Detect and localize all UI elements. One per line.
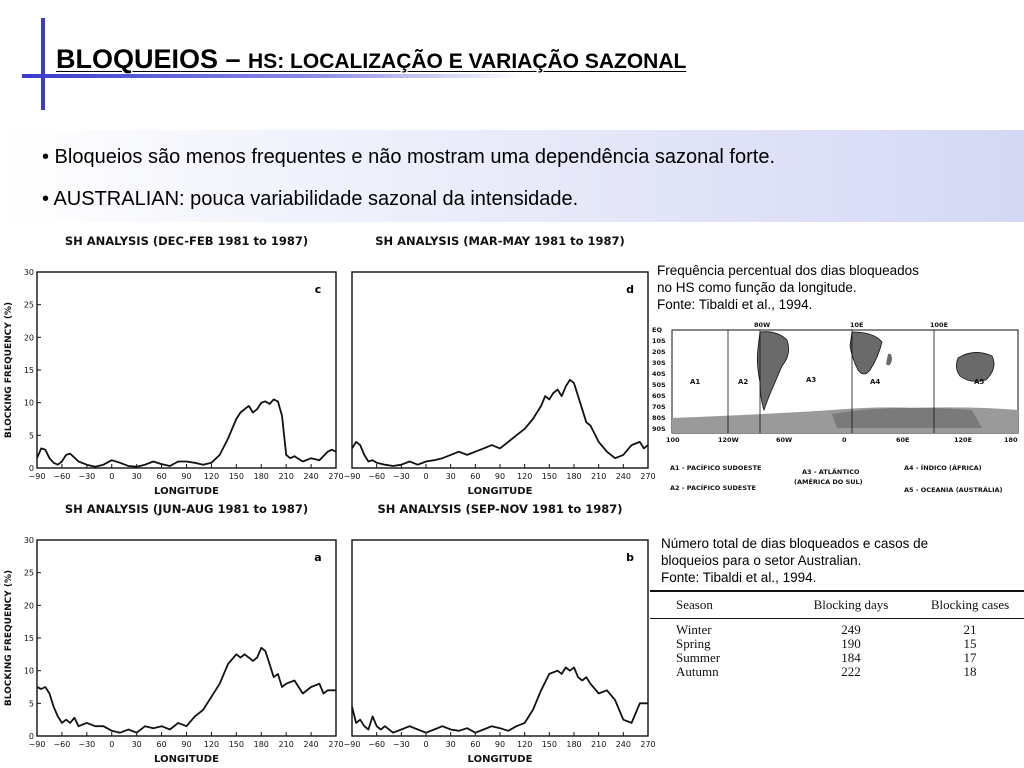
- x-tick-label: 180: [566, 472, 582, 481]
- x-tick-label: 120: [517, 472, 533, 481]
- table-cell: 190: [841, 636, 861, 651]
- y-tick-label: 10: [23, 666, 34, 676]
- map-lon-label: 180: [1004, 436, 1018, 444]
- x-tick-label: 150: [541, 472, 557, 481]
- series-line: [352, 380, 648, 466]
- x-tick-label: −30: [392, 472, 410, 481]
- x-tick-label: 240: [615, 740, 631, 749]
- x-tick-label: 180: [253, 472, 269, 481]
- chart-title: SH ANALYSIS (JUN-AUG 1981 to 1987): [64, 502, 309, 516]
- bullet-2: • AUSTRALIAN: pouca variabilidade sazonal da intensidade.: [42, 188, 579, 210]
- chart-title: SH ANALYSIS (MAR-MAY 1981 to 1987): [375, 234, 625, 248]
- map-lon-label: 60E: [896, 436, 910, 444]
- map-lon-label: 100: [666, 436, 680, 444]
- line-chart: [0, 228, 345, 498]
- x-tick-label: 120: [517, 740, 533, 749]
- x-tick-label: −30: [78, 472, 96, 481]
- x-tick-label: 180: [253, 740, 269, 749]
- x-tick-label: 90: [494, 472, 506, 481]
- plot-frame: [37, 540, 336, 736]
- x-axis-label: LONGITUDE: [154, 754, 219, 765]
- x-axis-label: LONGITUDE: [154, 486, 219, 497]
- x-tick-label: −60: [368, 472, 386, 481]
- map-top-label: 100E: [930, 321, 949, 329]
- x-tick-label: −90: [28, 472, 46, 481]
- x-tick-label: 30: [131, 472, 142, 481]
- x-tick-label: 210: [278, 472, 294, 481]
- map-caption-line: Fonte: Tibaldi et al., 1994.: [657, 297, 813, 312]
- x-tick-label: 150: [541, 740, 557, 749]
- series-line: [352, 667, 648, 732]
- x-tick-label: 150: [228, 740, 244, 749]
- table-cell: 17: [963, 650, 977, 665]
- x-tick-label: 210: [591, 472, 607, 481]
- map-caption: [657, 262, 1003, 313]
- map-lat-label: 60S: [652, 392, 666, 400]
- y-tick-label: 10: [23, 398, 34, 408]
- map-lat-label: 30S: [652, 359, 666, 367]
- table-caption-line: Fonte: Tibaldi et al., 1994.: [661, 570, 817, 585]
- line-chart: [0, 496, 345, 766]
- y-tick-label: 0: [28, 464, 34, 473]
- x-tick-label: 270: [640, 740, 656, 749]
- plot-frame: [37, 272, 336, 468]
- y-tick-label: 25: [23, 300, 34, 310]
- map-lat-label: 20S: [652, 348, 666, 356]
- x-tick-label: 180: [566, 740, 582, 749]
- x-tick-label: 210: [278, 740, 294, 749]
- chart-title: SH ANALYSIS (DEC-FEB 1981 to 1987): [64, 234, 309, 248]
- blocking-table: [650, 590, 1024, 679]
- series-line: [37, 399, 336, 466]
- map-lon-label: 60W: [776, 436, 793, 444]
- x-tick-label: 240: [303, 472, 319, 481]
- table-cell: 15: [963, 636, 977, 651]
- chart-dec-feb: [0, 228, 345, 498]
- x-tick-label: 0: [423, 472, 429, 481]
- table-cell: 18: [963, 664, 977, 679]
- map-legend-item: (AMÉRICA DO SUL): [794, 478, 863, 486]
- panel-label: a: [314, 551, 322, 564]
- x-tick-label: 60: [156, 740, 167, 749]
- map-caption-line: Frequência percentual dos dias bloqueados: [657, 263, 919, 278]
- y-tick-label: 15: [23, 634, 34, 643]
- y-tick-label: 20: [23, 333, 34, 343]
- y-tick-label: 5: [28, 699, 34, 709]
- panel-label: d: [626, 283, 634, 296]
- x-tick-label: 90: [181, 472, 192, 481]
- plot-frame: [352, 540, 648, 736]
- map-lon-label: 120W: [718, 436, 739, 444]
- chart-jun-aug: [0, 496, 345, 766]
- x-tick-label: −60: [53, 472, 71, 481]
- map-lat-label: 80S: [652, 414, 666, 422]
- x-tick-label: −30: [78, 740, 96, 749]
- table-row: [650, 651, 1024, 665]
- x-tick-label: 30: [445, 472, 456, 481]
- y-tick-label: 25: [23, 568, 34, 578]
- y-tick-label: 15: [23, 366, 34, 375]
- x-tick-label: 240: [615, 472, 631, 481]
- table-cell: 21: [963, 622, 977, 637]
- map-legend-item: A3 - ATLÂNTICO: [802, 468, 860, 476]
- x-tick-label: 60: [156, 472, 167, 481]
- x-tick-label: −90: [28, 740, 46, 749]
- x-tick-label: 240: [303, 740, 319, 749]
- x-tick-label: 60: [470, 740, 481, 749]
- chart-mar-may: [340, 228, 685, 498]
- table-header: Blocking days: [813, 597, 889, 612]
- x-tick-label: 0: [109, 472, 115, 481]
- page-title: BLOQUEIOS – HS: LOCALIZAÇÃO E VARIAÇÃO SAZONAL: [56, 44, 687, 74]
- x-tick-label: 120: [203, 472, 220, 481]
- x-tick-label: −90: [343, 740, 361, 749]
- map-legend-item: A5 - OCEANIA (AUSTRÁLIA): [904, 486, 1003, 494]
- x-tick-label: 210: [591, 740, 607, 749]
- map-sector-label: A4: [870, 378, 881, 386]
- table-row: [650, 665, 1024, 679]
- x-tick-label: −30: [392, 740, 410, 749]
- x-tick-label: −90: [343, 472, 361, 481]
- table-cell: Autumn: [676, 664, 719, 679]
- map-lat-label: 90S: [652, 425, 666, 433]
- map-legend-item: A2 - PACÍFICO SUDESTE: [670, 484, 756, 492]
- x-tick-label: 270: [640, 472, 656, 481]
- x-tick-label: 150: [228, 472, 244, 481]
- x-tick-label: 0: [109, 740, 115, 749]
- map-lat-label: 50S: [652, 381, 666, 389]
- y-tick-label: 0: [28, 732, 34, 741]
- x-tick-label: 0: [423, 740, 429, 749]
- table-cell: 249: [841, 622, 861, 637]
- x-tick-label: −60: [53, 740, 71, 749]
- x-tick-label: 90: [494, 740, 506, 749]
- table-header: Season: [676, 597, 713, 612]
- map-lat-label: 70S: [652, 403, 666, 411]
- table-cell: Winter: [676, 622, 712, 637]
- table-header: Blocking cases: [930, 597, 1010, 612]
- chart-sep-nov: [340, 496, 685, 766]
- series-line: [37, 648, 336, 733]
- y-tick-label: 20: [23, 601, 34, 611]
- table-caption-line: bloqueios para o setor Australian.: [661, 553, 862, 568]
- x-tick-label: 120: [203, 740, 220, 749]
- map-lat-label: 40S: [652, 370, 666, 378]
- x-axis-label: LONGITUDE: [467, 486, 533, 497]
- sector-map: [652, 318, 1020, 498]
- x-tick-label: −60: [368, 740, 386, 749]
- table-header-row: [650, 598, 1024, 612]
- map-top-label: 80W: [754, 321, 771, 329]
- x-tick-label: 30: [131, 740, 142, 749]
- map-legend-item: A1 - PACÍFICO SUDOESTE: [670, 464, 762, 472]
- table-row: [650, 623, 1024, 637]
- map-sector-label: A2: [738, 378, 749, 386]
- x-axis-label: LONGITUDE: [467, 754, 533, 765]
- table-cell: Spring: [676, 636, 711, 651]
- map-sector-label: A1: [690, 378, 701, 386]
- map-legend-item: A4 - ÍNDICO (ÁFRICA): [904, 464, 982, 472]
- x-tick-label: 60: [470, 472, 481, 481]
- map-top-label: 10E: [850, 321, 864, 329]
- table-cell: Summer: [676, 650, 721, 665]
- y-tick-label: 5: [28, 431, 34, 441]
- map-sector-label: A3: [806, 376, 817, 384]
- y-axis-label: BLOCKING FREQUENCY (%): [4, 569, 14, 707]
- chart-title: SH ANALYSIS (SEP-NOV 1981 to 1987): [377, 502, 623, 516]
- table-cell: 222: [841, 664, 861, 679]
- panel-label: c: [314, 283, 322, 296]
- table-caption-line: Número total de dias bloqueados e casos de: [661, 536, 929, 551]
- line-chart: [340, 228, 685, 498]
- y-axis-label: BLOCKING FREQUENCY (%): [4, 301, 14, 439]
- table-caption: [661, 535, 1015, 586]
- plot-frame: [352, 272, 648, 468]
- map-caption-line: no HS como função da longitude.: [657, 280, 857, 295]
- line-chart: [340, 496, 685, 766]
- x-tick-label: 90: [181, 740, 192, 749]
- map-lon-label: 0: [842, 436, 847, 444]
- accent-vertical-bar: [41, 18, 45, 110]
- x-tick-label: 270: [328, 740, 344, 749]
- map-sector-label: A5: [974, 378, 985, 386]
- map-lat-label: EQ: [652, 326, 662, 334]
- y-tick-label: 30: [23, 268, 34, 277]
- map-lon-label: 120E: [954, 436, 973, 444]
- x-tick-label: 270: [328, 472, 344, 481]
- bullet-1: • Bloqueios são menos frequentes e não mostram uma dependência sazonal forte.: [42, 146, 775, 168]
- x-tick-label: 30: [445, 740, 456, 749]
- panel-label: b: [626, 551, 634, 564]
- y-tick-label: 30: [23, 536, 34, 545]
- table-row: [650, 637, 1024, 651]
- table-cell: 184: [841, 650, 861, 665]
- map-lat-label: 10S: [652, 337, 666, 345]
